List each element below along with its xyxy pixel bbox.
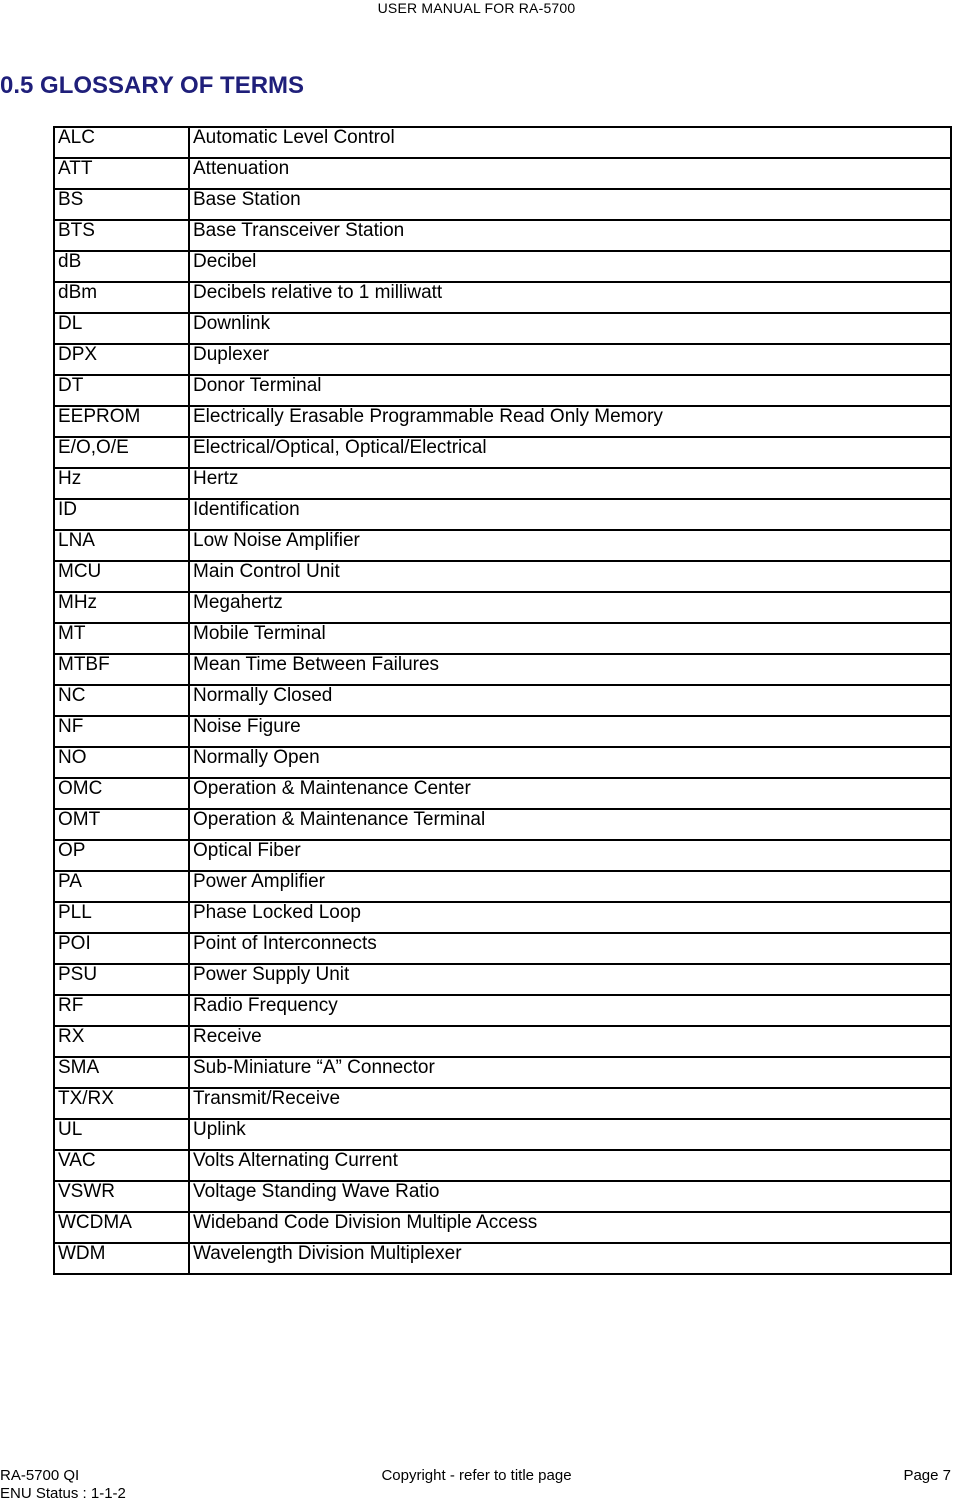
glossary-row [54,685,951,716]
glossary-row [54,1119,951,1150]
glossary-row [54,499,951,530]
glossary-abbreviation: RX [54,1026,189,1057]
glossary-abbreviation: POI [54,933,189,964]
glossary-row [54,375,951,406]
glossary-row [54,1057,951,1088]
glossary-abbreviation: E/O,O/E [54,437,189,468]
glossary-abbreviation: ID [54,499,189,530]
glossary-definition: Mobile Terminal [189,623,951,654]
glossary-abbreviation: PSU [54,964,189,995]
glossary-definition: Power Supply Unit [189,964,951,995]
glossary-definition: Mean Time Between Failures [189,654,951,685]
glossary-abbreviation: NC [54,685,189,716]
glossary-definition: Identification [189,499,951,530]
glossary-row [54,933,951,964]
glossary-definition: Normally Open [189,747,951,778]
glossary-row [54,437,951,468]
glossary-abbreviation: MTBF [54,654,189,685]
glossary-abbreviation: DPX [54,344,189,375]
running-header: USER MANUAL FOR RA-5700 [377,0,576,16]
glossary-row [54,127,951,158]
glossary-definition: Power Amplifier [189,871,951,902]
glossary-row [54,344,951,375]
glossary-abbreviation: RF [54,995,189,1026]
glossary-definition: Electrical/Optical, Optical/Electrical [189,437,951,468]
glossary-definition: Base Transceiver Station [189,220,951,251]
glossary-row [54,592,951,623]
glossary-abbreviation: ALC [54,127,189,158]
footer-copyright: Copyright - refer to title page [381,1467,572,1484]
glossary-body [54,127,951,1274]
glossary-definition: Normally Closed [189,685,951,716]
glossary-abbreviation: Hz [54,468,189,499]
glossary-row [54,1212,951,1243]
glossary-definition: Wavelength Division Multiplexer [189,1243,951,1274]
glossary-abbreviation: MHz [54,592,189,623]
glossary-abbreviation: PLL [54,902,189,933]
glossary-definition: Transmit/Receive [189,1088,951,1119]
glossary-abbreviation: WDM [54,1243,189,1274]
glossary-row [54,282,951,313]
glossary-row [54,871,951,902]
glossary-abbreviation: SMA [54,1057,189,1088]
glossary-table [53,126,952,1275]
glossary-abbreviation: NO [54,747,189,778]
glossary-abbreviation: OMC [54,778,189,809]
glossary-row [54,654,951,685]
glossary-definition: Sub-Miniature “A” Connector [189,1057,951,1088]
glossary-row [54,251,951,282]
glossary-abbreviation: OMT [54,809,189,840]
glossary-definition: Hertz [189,468,951,499]
glossary-row [54,1243,951,1274]
glossary-abbreviation: BS [54,189,189,220]
glossary-abbreviation: MCU [54,561,189,592]
glossary-row [54,189,951,220]
glossary-abbreviation: BTS [54,220,189,251]
glossary-definition: Attenuation [189,158,951,189]
glossary-row [54,220,951,251]
glossary-definition: Noise Figure [189,716,951,747]
glossary-row [54,1088,951,1119]
glossary-definition: Decibels relative to 1 milliwatt [189,282,951,313]
glossary-row [54,1150,951,1181]
footer-page-number: Page 7 [903,1467,951,1484]
glossary-definition: Operation & Maintenance Terminal [189,809,951,840]
glossary-definition: Wideband Code Division Multiple Access [189,1212,951,1243]
section-title: 0.5 GLOSSARY OF TERMS [0,72,305,99]
glossary-row [54,747,951,778]
glossary-abbreviation: dB [54,251,189,282]
glossary-row [54,1026,951,1057]
glossary-abbreviation: VSWR [54,1181,189,1212]
glossary-row [54,902,951,933]
footer-doc-id: RA-5700 QI [0,1467,80,1484]
glossary-definition: Low Noise Amplifier [189,530,951,561]
glossary-row [54,468,951,499]
glossary-definition: Electrically Erasable Programmable Read Only Memory [189,406,951,437]
glossary-abbreviation: DT [54,375,189,406]
glossary-definition: Decibel [189,251,951,282]
glossary-definition: Downlink [189,313,951,344]
glossary-abbreviation: PA [54,871,189,902]
glossary-abbreviation: MT [54,623,189,654]
glossary-row [54,623,951,654]
glossary-abbreviation: ATT [54,158,189,189]
glossary-abbreviation: LNA [54,530,189,561]
glossary-abbreviation: dBm [54,282,189,313]
glossary-row [54,313,951,344]
glossary-abbreviation: DL [54,313,189,344]
glossary-row [54,840,951,871]
glossary-definition: Volts Alternating Current [189,1150,951,1181]
glossary-row [54,778,951,809]
glossary-row [54,1181,951,1212]
glossary-definition: Automatic Level Control [189,127,951,158]
glossary-abbreviation: NF [54,716,189,747]
glossary-abbreviation: UL [54,1119,189,1150]
glossary-abbreviation: TX/RX [54,1088,189,1119]
glossary-definition: Donor Terminal [189,375,951,406]
glossary-abbreviation: WCDMA [54,1212,189,1243]
glossary-definition: Voltage Standing Wave Ratio [189,1181,951,1212]
glossary-definition: Megahertz [189,592,951,623]
glossary-abbreviation: EEPROM [54,406,189,437]
glossary-abbreviation: OP [54,840,189,871]
glossary-definition: Receive [189,1026,951,1057]
glossary-row [54,809,951,840]
glossary-row [54,995,951,1026]
glossary-definition: Main Control Unit [189,561,951,592]
glossary-definition: Radio Frequency [189,995,951,1026]
glossary-definition: Operation & Maintenance Center [189,778,951,809]
glossary-definition: Duplexer [189,344,951,375]
glossary-definition: Base Station [189,189,951,220]
glossary-definition: Point of Interconnects [189,933,951,964]
glossary-row [54,964,951,995]
glossary-abbreviation: VAC [54,1150,189,1181]
glossary-row [54,406,951,437]
glossary-definition: Uplink [189,1119,951,1150]
glossary-row [54,530,951,561]
glossary-row [54,716,951,747]
glossary-definition: Phase Locked Loop [189,902,951,933]
footer-status: ENU Status : 1-1-2 [0,1485,126,1502]
glossary-row [54,561,951,592]
glossary-definition: Optical Fiber [189,840,951,871]
glossary-row [54,158,951,189]
